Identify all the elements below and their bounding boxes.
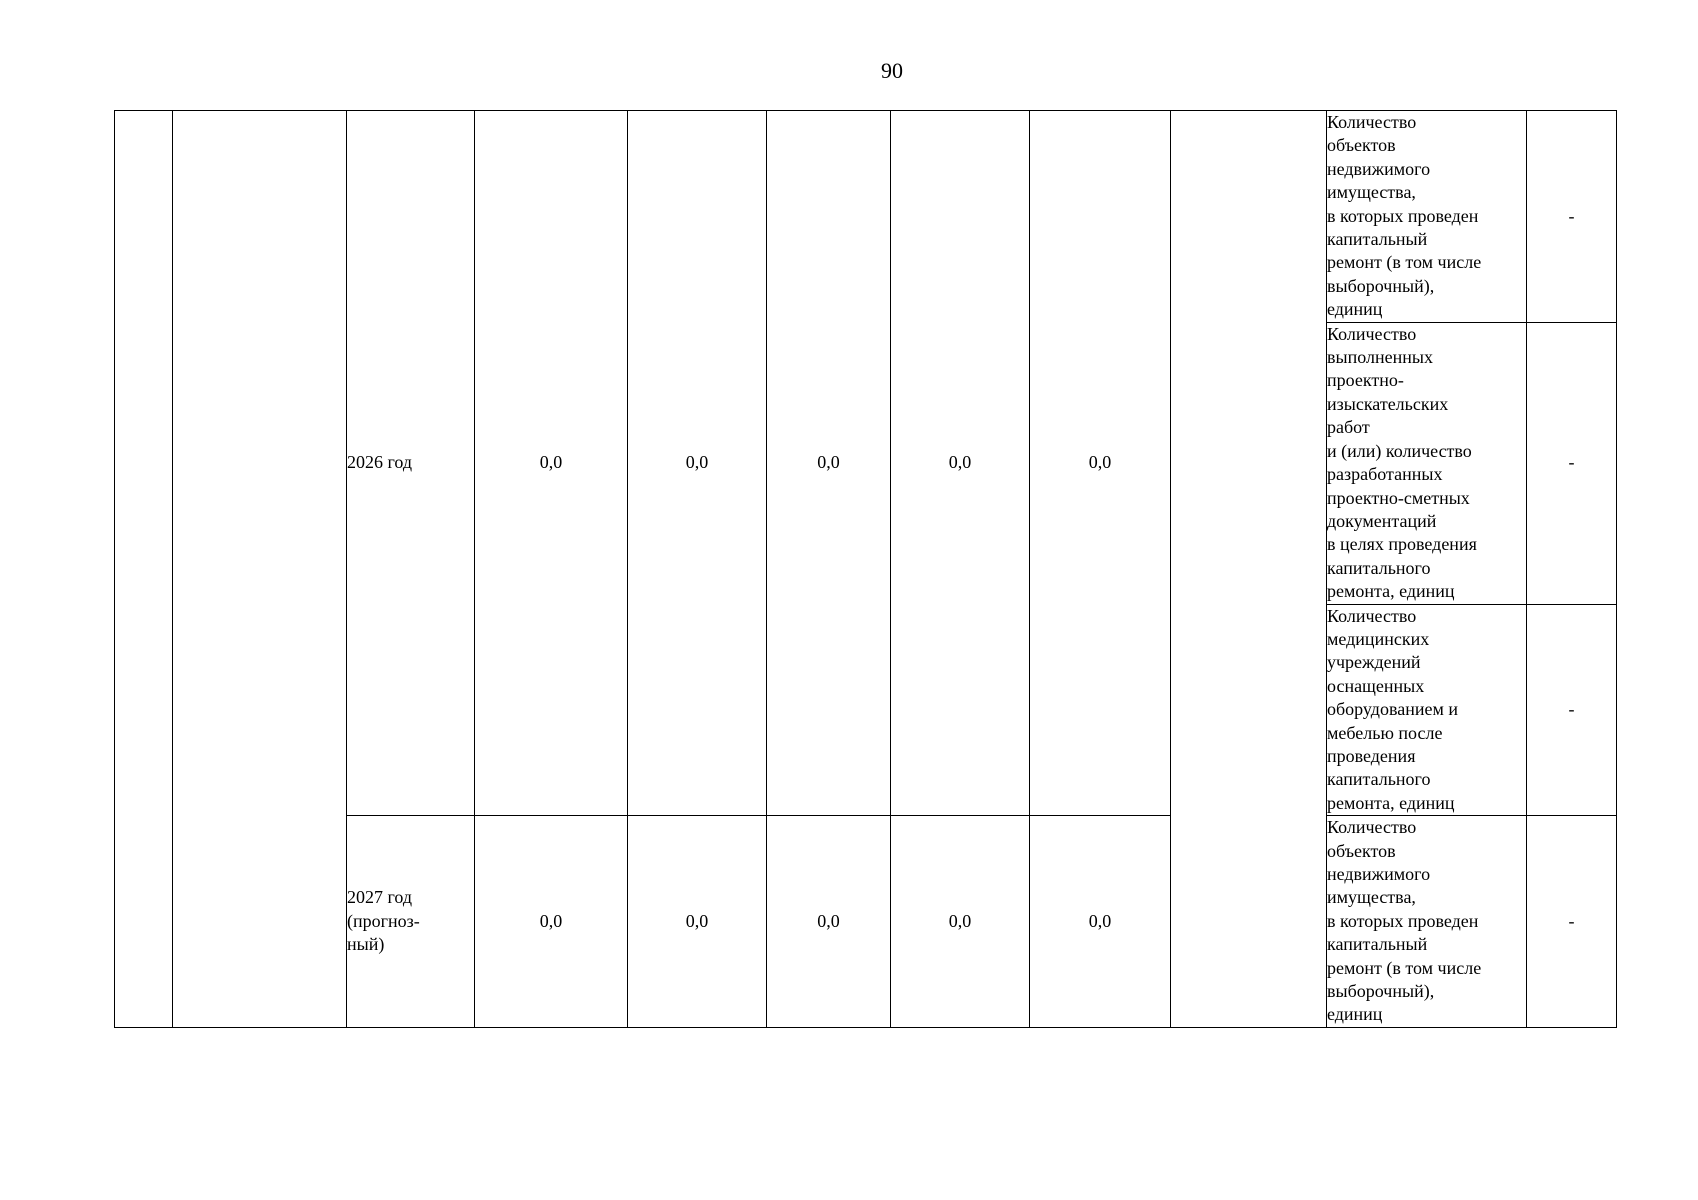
page-number: 90 <box>881 58 903 83</box>
value-cell: 0,0 <box>891 111 1030 816</box>
value-cell: 0,0 <box>475 816 628 1028</box>
row-number-cell <box>115 111 173 1028</box>
event-name-cell <box>173 111 347 1028</box>
value-cell: 0,0 <box>767 816 891 1028</box>
value-cell: 0,0 <box>628 816 767 1028</box>
value-cell: 0,0 <box>767 111 891 816</box>
financing-table <box>114 110 1617 1028</box>
table-row <box>115 111 1617 323</box>
indicator-value-cell: - <box>1527 816 1617 1028</box>
value-cell: 0,0 <box>628 111 767 816</box>
indicator-name-cell: Количество объектов недвижимого имущества, в которых проведен капитальный ремонт (в том числе выборочный), единиц <box>1327 111 1527 323</box>
indicator-value-cell: - <box>1527 604 1617 816</box>
indicator-name-cell: Количество выполненных проектно- изыскательских работ и (или) количество разработанных проектно-сметных документаций в целях проведения капитального ремонта, единиц <box>1327 322 1527 604</box>
indicator-name-cell: Количество медицинских учреждений оснащенных оборудованием и мебелью после проведения капитального ремонта, единиц <box>1327 604 1527 816</box>
value-cell: 0,0 <box>891 816 1030 1028</box>
year-cell: 2026 год <box>347 111 475 816</box>
executor-cell <box>1171 111 1327 1028</box>
value-cell: 0,0 <box>1030 816 1171 1028</box>
year-cell: 2027 год (прогноз- ный) <box>347 816 475 1028</box>
indicator-name-cell: Количество объектов недвижимого имущества, в которых проведен капитальный ремонт (в том числе выборочный), единиц <box>1327 816 1527 1028</box>
indicator-value-cell: - <box>1527 322 1617 604</box>
value-cell: 0,0 <box>475 111 628 816</box>
indicator-value-cell: - <box>1527 111 1617 323</box>
value-cell: 0,0 <box>1030 111 1171 816</box>
